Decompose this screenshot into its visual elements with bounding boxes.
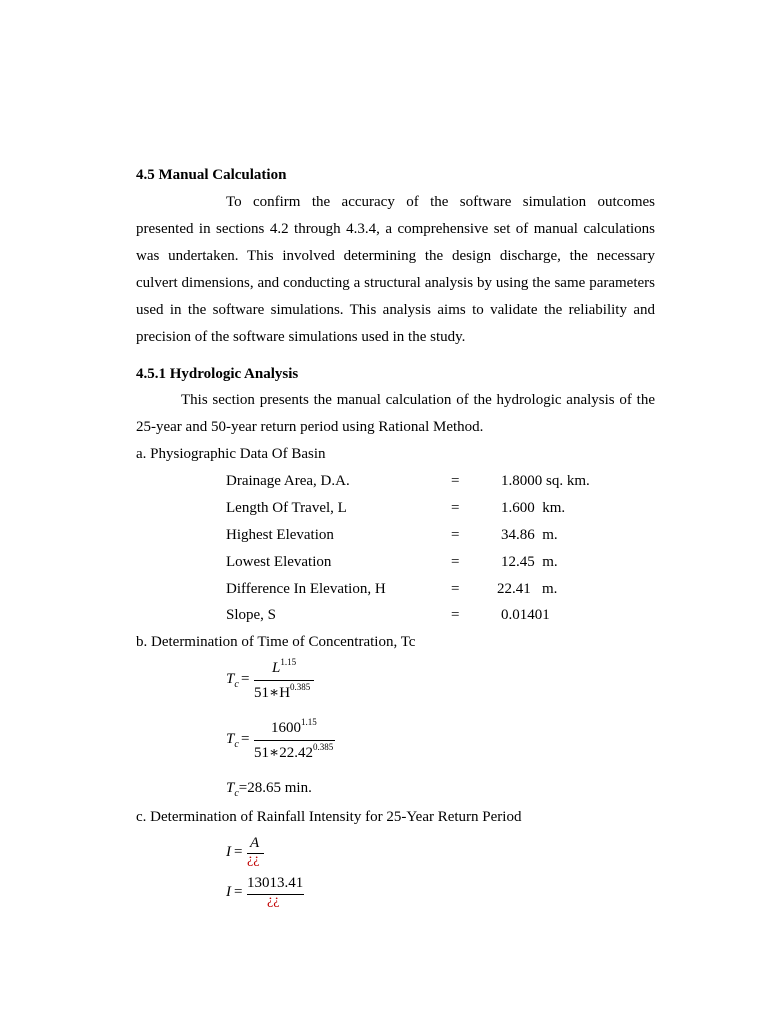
subsection-paragraph [136, 387, 655, 441]
data-value: 1.600 km. [501, 500, 566, 516]
part-c-heading: c. Determination of Rainfall Intensity for 25-Year Return Period [136, 809, 522, 825]
data-label: Slope, S [226, 607, 277, 623]
equals-sign: = [451, 527, 460, 543]
paragraph-line: This section presents the manual calculation of the hydrologic analysis of the [181, 392, 655, 408]
data-row [226, 607, 626, 634]
equals-sign: = [234, 844, 243, 860]
equals-sign: = [451, 554, 460, 570]
numerator: A [250, 835, 260, 851]
data-row [226, 554, 626, 581]
tc-symbol: T [226, 731, 235, 747]
tc-subscript: c [234, 739, 239, 750]
equals-sign: = [451, 607, 460, 623]
tc-formula [226, 657, 326, 706]
data-value: 0.01401 [501, 607, 550, 623]
tc-value: 28.65 min. [247, 780, 312, 796]
denominator: ¿¿ [267, 893, 280, 908]
tc-result [226, 780, 312, 797]
paragraph-line: presented in sections 4.2 through 4.3.4, a comprehensive set of manual calculations [136, 221, 655, 237]
tc-substituted-formula [226, 717, 346, 766]
tc-subscript: c [234, 679, 239, 690]
intensity-formula [226, 835, 286, 871]
data-row [226, 527, 626, 554]
data-label: Highest Elevation [226, 527, 334, 543]
data-label: Length Of Travel, L [226, 500, 347, 516]
data-value: 12.45 m. [501, 554, 558, 570]
denominator: ¿¿ [247, 852, 260, 867]
paragraph-line: precision of the software simulations used in the study. [136, 329, 466, 345]
numerator: 1600 [271, 720, 301, 736]
data-value: 34.86 m. [501, 527, 558, 543]
part-b-heading: b. Determination of Time of Concentration, Tc [136, 634, 416, 650]
denominator: 51∗H [254, 685, 291, 701]
subsection-title: 4.5.1 Hydrologic Analysis [136, 366, 299, 382]
part-a-heading: a. Physiographic Data Of Basin [136, 446, 326, 462]
denominator-exponent: 0.385 [312, 742, 334, 752]
denominator-exponent: 0.385 [290, 682, 311, 692]
data-label: Difference In Elevation, H [226, 581, 386, 597]
numerator-exponent: 1.15 [301, 717, 317, 727]
equals-sign: = [451, 500, 460, 516]
data-row [226, 473, 626, 500]
data-label: Drainage Area, D.A. [226, 473, 350, 489]
paragraph-line: used in the software simulations. This analysis aims to validate the reliability and [136, 302, 655, 318]
paragraph-line: was undertaken. This involved determining the design discharge, the necessary [136, 248, 655, 264]
fraction-bar [254, 740, 335, 741]
data-value: 22.41 m. [497, 581, 558, 597]
numerator: 13013.41 [247, 875, 304, 891]
intensity-substituted-formula [226, 875, 326, 911]
equals-sign: = [451, 473, 460, 489]
equals-sign: = [451, 581, 460, 597]
equals-sign: = [241, 671, 250, 687]
intensity-symbol: I [226, 844, 231, 860]
paragraph-line: culvert dimensions, and conducting a structural analysis by using the same parameters [136, 275, 655, 291]
tc-subscript: c [234, 788, 239, 799]
tc-symbol: T [226, 671, 235, 687]
data-row [226, 500, 626, 527]
numerator-exponent: 1.15 [280, 657, 297, 667]
tc-symbol: T [226, 780, 235, 796]
numerator: L [272, 660, 281, 676]
equals-sign: = [234, 884, 243, 900]
data-value: 1.8000 sq. km. [501, 473, 590, 489]
denominator: 51∗22.42 [254, 745, 313, 761]
paragraph-line: To confirm the accuracy of the software simulation outcomes [226, 194, 655, 210]
section-title: 4.5 Manual Calculation [136, 167, 287, 183]
fraction-bar [254, 680, 314, 681]
equals-sign: = [241, 731, 250, 747]
intensity-symbol: I [226, 884, 231, 900]
paragraph-line: 25-year and 50-year return period using Rational Method. [136, 419, 484, 435]
data-row [226, 581, 626, 608]
section-paragraph [136, 189, 655, 351]
data-label: Lowest Elevation [226, 554, 332, 570]
equals-sign: = [238, 780, 248, 796]
